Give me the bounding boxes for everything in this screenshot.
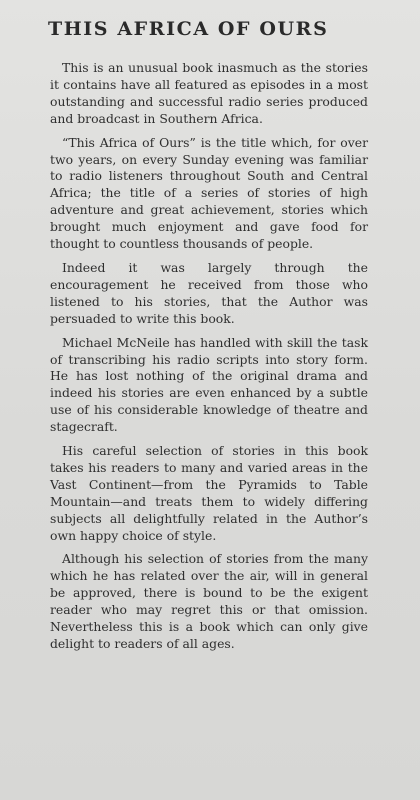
blurb-body (50, 60, 368, 660)
blurb-paragraph: Although his selection of stories from the many which he has related over the air, will in general be approved, there is bound to be the exigent reader who may regret this or that omission. Nevertheless this is a book which can only give delight to readers of all ages. (50, 551, 368, 651)
blurb-paragraph: Michael McNeile has handled with skill the task of transcribing his radio scripts into story form. He has lost nothing of the original drama and indeed his stories are even enhanced by a subtle use of his considerable knowledge of theatre and stagecraft. (50, 334, 368, 435)
blurb-paragraph: “This Africa of Ours” is the title which, for over two years, on every Sunday evening was familiar to radio listeners throughout South and Central Africa; the title of a series of stories of high adventure and great achievement, stories which brought much enjoyment and gave food for thought to countless thousands of people. (50, 134, 368, 252)
book-title: THIS AFRICA OF OURS (48, 18, 329, 40)
blurb-paragraph: This is an unusual book inasmuch as the stories it contains have all featured as episodes in a most outstanding and successful radio series produced and broadcast in Southern Africa. (50, 60, 368, 126)
blurb-paragraph: His careful selection of stories in this book takes his readers to many and varied areas in the Vast Continent—from the Pyramids to Table Mountain—and treats them to widely differing subjects all delightfully related in the Author’s own happy choice of style. (50, 443, 368, 543)
blurb-paragraph: Indeed it was largely through the encouragement he received from those who listened to his stories, that the Author was persuaded to write this book. (50, 259, 368, 326)
